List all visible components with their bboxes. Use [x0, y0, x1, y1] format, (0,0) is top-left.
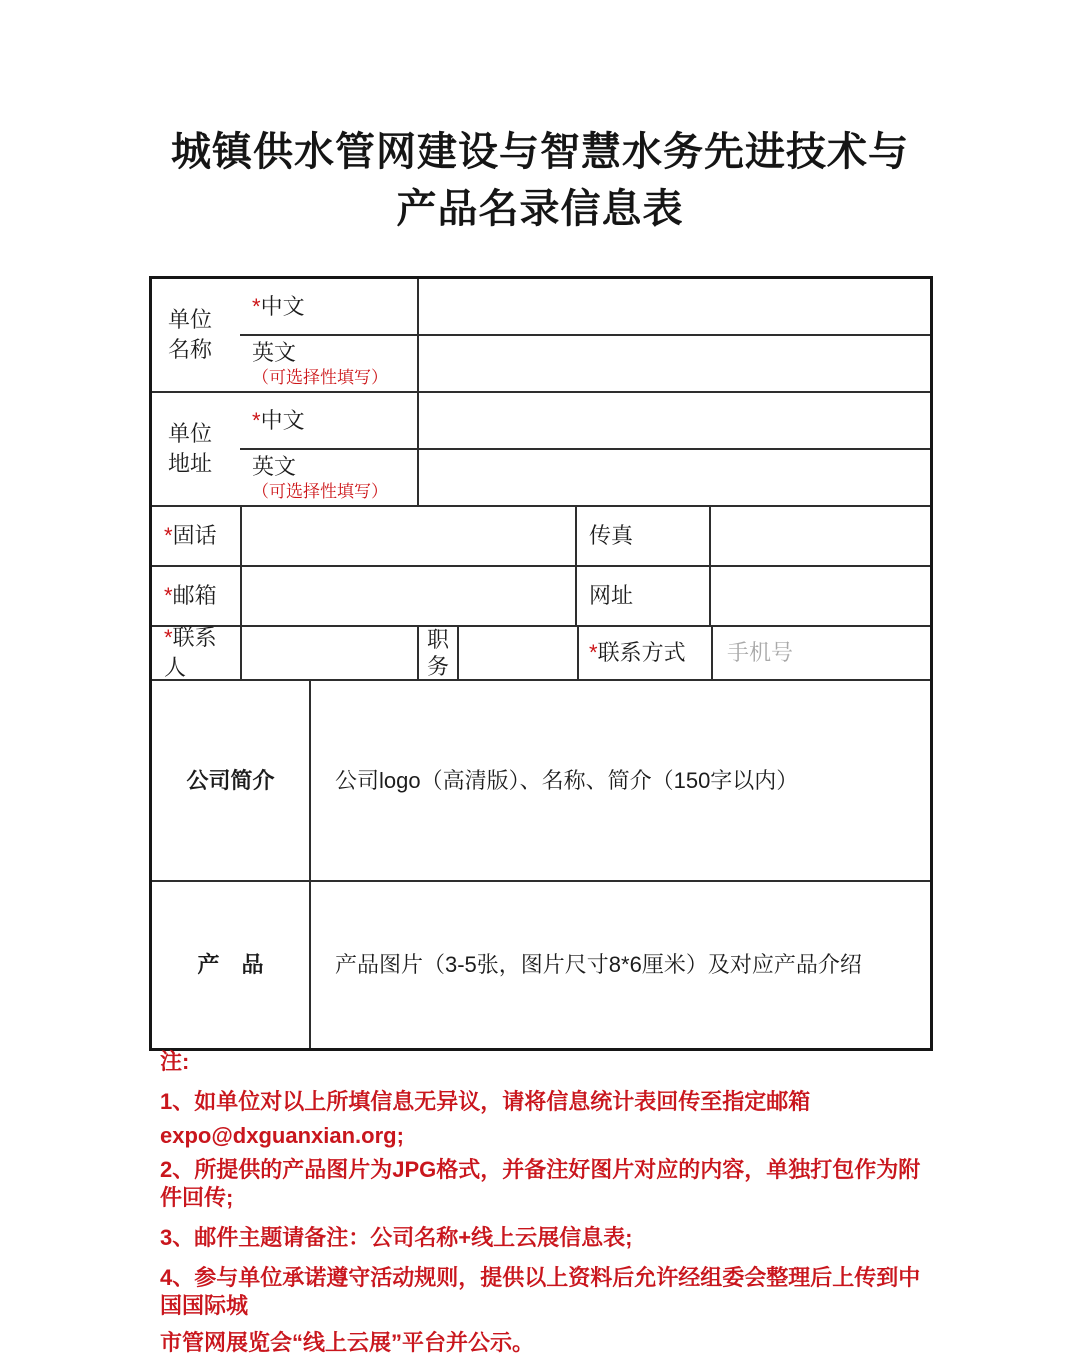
required-asterisk: * — [164, 583, 173, 608]
landline-input[interactable] — [242, 507, 575, 565]
unit-address-en-label: 英文 （可选择性填写） — [252, 453, 388, 501]
note-line-2: 2、所提供的产品图片为JPG格式，并备注好图片对应的内容，单独打包作为附件回传; — [160, 1157, 921, 1210]
note-line-3: 3、邮件主题请备注：公司名称+线上云展信息表; — [160, 1225, 633, 1250]
note-line-1: 1、如单位对以上所填信息无异议，请将信息统计表回传至指定邮箱 — [160, 1089, 811, 1114]
contact-person-field[interactable] — [240, 627, 417, 679]
contact-method-input[interactable] — [713, 627, 930, 679]
page-title — [0, 124, 1080, 238]
landline-label: *固话 — [164, 523, 217, 548]
company-profile-field[interactable] — [309, 681, 930, 880]
position-label: 职务 — [417, 627, 457, 679]
optional-hint: （可选择性填写） — [252, 481, 388, 501]
required-asterisk: * — [589, 640, 598, 665]
position-field[interactable] — [457, 627, 577, 679]
email-label: *邮箱 — [164, 583, 217, 608]
page-title-line2: 产品名录信息表 — [396, 187, 684, 231]
product-field[interactable] — [309, 882, 930, 1048]
info-form-table — [149, 276, 933, 1051]
unit-address-label: 单位地址 — [168, 421, 213, 476]
product-row — [152, 880, 930, 1048]
unit-name-label: 单位名称 — [168, 307, 213, 362]
unit-address-en-input[interactable] — [419, 450, 930, 505]
company-profile-label: 公司简介 — [186, 767, 275, 793]
phone-fax-row — [152, 505, 930, 565]
product-label: 产 品 — [197, 952, 264, 977]
required-asterisk: * — [252, 293, 261, 319]
website-field[interactable] — [709, 567, 930, 625]
notes-section — [160, 1048, 932, 1366]
unit-name-en-field[interactable] — [417, 336, 930, 391]
notes-heading: 注: — [160, 1049, 190, 1074]
position-input[interactable] — [459, 627, 577, 679]
unit-address-cn-input[interactable] — [419, 393, 930, 448]
note-line-4b: 市管网展览会“线上云展”平台并公示。 — [160, 1330, 535, 1355]
unit-address-cn-field[interactable] — [417, 393, 930, 448]
product-desc: 产品图片（3-5张，图片尺寸8*6厘米）及对应产品介绍 — [335, 952, 862, 977]
email-website-row — [152, 565, 930, 625]
required-asterisk: * — [252, 407, 261, 433]
note-email: expo@dxguanxian.org; — [160, 1123, 404, 1148]
fax-input[interactable] — [711, 507, 930, 565]
contact-method-field[interactable] — [711, 627, 930, 679]
contact-method-label: *联系方式 — [577, 627, 711, 679]
fax-field[interactable] — [709, 507, 930, 565]
required-asterisk: * — [164, 523, 173, 548]
fax-label: 传真 — [575, 507, 709, 565]
email-field[interactable] — [240, 567, 575, 625]
company-profile-row — [152, 679, 930, 880]
unit-name-section — [152, 279, 930, 391]
contact-person-label: *联系人 — [164, 625, 217, 680]
note-line-4a: 4、参与单位承诺遵守活动规则，提供以上资料后允许经组委会整理后上传到中国国际城 — [160, 1265, 921, 1318]
unit-name-en-input[interactable] — [419, 336, 930, 391]
landline-field[interactable] — [240, 507, 575, 565]
email-input[interactable] — [242, 567, 575, 625]
unit-address-en-field[interactable] — [417, 450, 930, 505]
company-profile-desc: 公司logo（高清版）、名称、简介（150字以内） — [335, 767, 799, 793]
unit-address-section — [152, 391, 930, 505]
unit-name-cn-label: *中文 — [252, 293, 305, 319]
required-asterisk: * — [164, 625, 173, 650]
contact-person-input[interactable] — [242, 627, 417, 679]
website-input[interactable] — [711, 567, 930, 625]
unit-name-en-label: 英文 （可选择性填写） — [252, 339, 388, 387]
optional-hint: （可选择性填写） — [252, 367, 388, 387]
contact-row — [152, 625, 930, 679]
unit-address-cn-label: *中文 — [252, 407, 305, 433]
unit-name-cn-field[interactable] — [417, 279, 930, 334]
website-label: 网址 — [575, 567, 709, 625]
page-title-line1: 城镇供水管网建设与智慧水务先进技术与 — [171, 130, 909, 174]
unit-name-cn-input[interactable] — [419, 279, 930, 334]
